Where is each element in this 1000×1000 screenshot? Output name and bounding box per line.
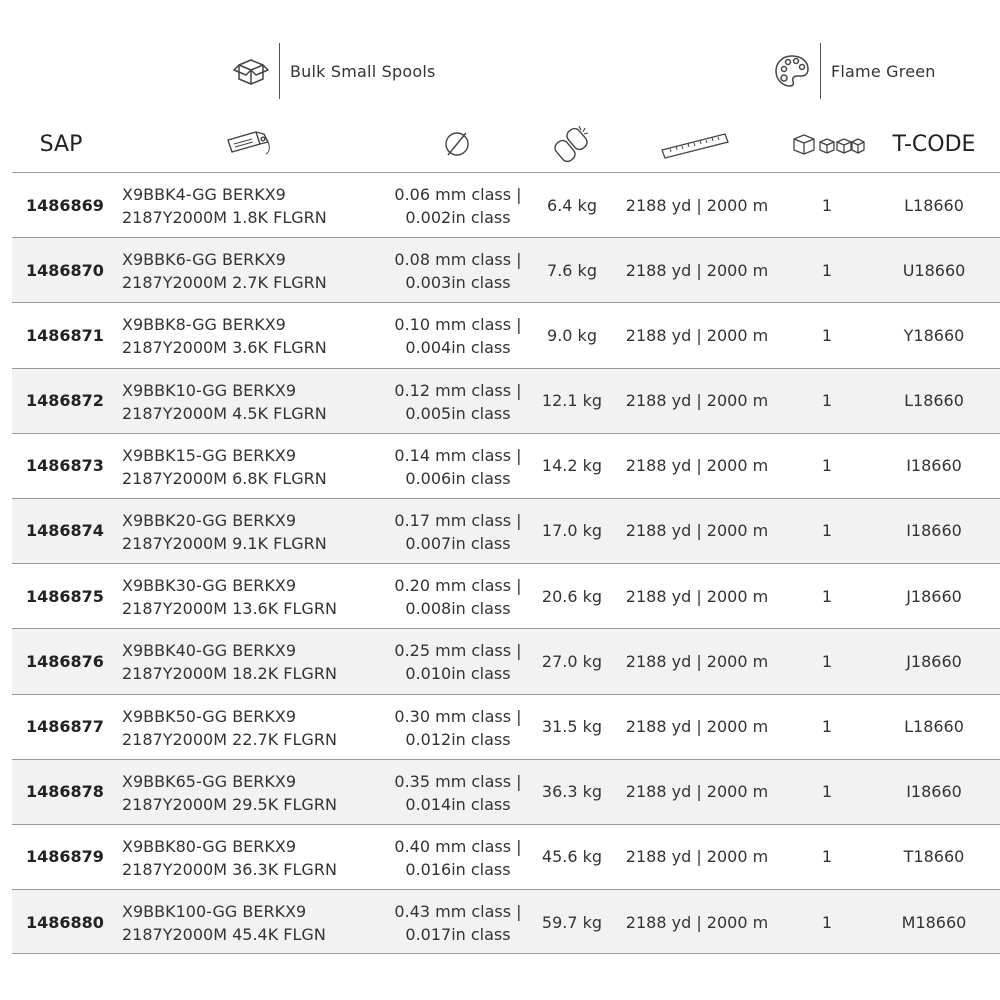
header-tcode xyxy=(884,118,984,170)
table-row xyxy=(12,824,1000,889)
pack-quantity: 1 xyxy=(821,325,833,345)
diameter-in: 0.006in class xyxy=(405,468,511,488)
boxes-icon xyxy=(788,118,868,170)
t-code: J18660 xyxy=(906,651,962,671)
sap-code: 1486879 xyxy=(26,847,104,867)
header-sap-label: SAP xyxy=(39,131,83,157)
sap-code: 1486871 xyxy=(26,325,104,345)
spool-length: 2188 yd | 2000 m xyxy=(625,651,769,671)
breaking-strength: 9.0 kg xyxy=(547,325,597,345)
diameter-mm: 0.40 mm class | xyxy=(394,836,522,856)
table-row xyxy=(12,563,1000,628)
box-icon xyxy=(229,49,273,93)
diameter xyxy=(388,369,528,443)
t-code: L18660 xyxy=(904,391,964,411)
diameter-mm: 0.12 mm class | xyxy=(394,380,522,400)
diameter-mm: 0.10 mm class | xyxy=(394,315,522,335)
diameter-in: 0.012in class xyxy=(405,729,511,749)
diameter-in: 0.004in class xyxy=(405,338,511,358)
description-line-1: X9BBK80-GG BERKX9 xyxy=(122,836,297,856)
t-code: I18660 xyxy=(906,782,962,802)
sap-code: 1486878 xyxy=(26,782,104,802)
tag-icon xyxy=(218,118,278,170)
packaging-info xyxy=(229,42,436,100)
description-line-1: X9BBK40-GG BERKX9 xyxy=(122,641,297,661)
description-line-2: 2187Y2000M 18.2K FLGRN xyxy=(122,664,337,684)
sap-code: 1486877 xyxy=(26,717,104,736)
spool-length: 2188 yd | 2000 m xyxy=(625,195,769,215)
t-code: M18660 xyxy=(901,912,967,932)
description xyxy=(122,564,392,638)
diameter xyxy=(388,434,528,508)
t-code: Y18660 xyxy=(903,325,965,345)
sap-code: 1486872 xyxy=(26,391,104,411)
diameter-mm: 0.08 mm class | xyxy=(394,250,522,270)
breaking-strength: 36.3 kg xyxy=(541,782,603,802)
spool-length: 2188 yd | 2000 m xyxy=(625,521,769,541)
spool-length: 2188 yd | 2000 m xyxy=(625,586,769,606)
sap-code: 1486874 xyxy=(26,521,104,541)
diameter-in: 0.017in class xyxy=(405,925,511,945)
table-row xyxy=(12,759,1000,824)
description-line-1: X9BBK15-GG BERKX9 xyxy=(122,445,297,465)
spool-length: 2188 yd | 2000 m xyxy=(625,782,769,802)
breaking-strength: 59.7 kg xyxy=(541,912,603,932)
diameter-mm: 0.20 mm class | xyxy=(394,576,522,596)
diameter-mm: 0.43 mm class | xyxy=(394,902,522,922)
description xyxy=(122,173,392,247)
description-line-1: X9BBK30-GG BERKX9 xyxy=(122,576,297,596)
pack-quantity: 1 xyxy=(821,456,833,476)
separator xyxy=(279,43,280,99)
diameter-mm: 0.35 mm class | xyxy=(394,771,522,791)
t-code: I18660 xyxy=(906,456,962,476)
description-line-2: 2187Y2000M 1.8K FLGRN xyxy=(122,208,327,227)
separator xyxy=(820,43,821,99)
description xyxy=(122,434,392,508)
breaking-strength: 31.5 kg xyxy=(541,717,603,736)
description xyxy=(122,760,392,834)
description-line-2: 2187Y2000M 2.7K FLGRN xyxy=(122,273,327,293)
breaking-strength: 45.6 kg xyxy=(541,847,603,867)
table-row xyxy=(12,628,1000,693)
table-row xyxy=(12,172,1000,237)
sap-code: 1486873 xyxy=(26,456,104,476)
product-table-body xyxy=(12,172,1000,954)
description-line-1: X9BBK8-GG BERKX9 xyxy=(122,315,286,335)
breaking-strength: 6.4 kg xyxy=(547,195,597,215)
pack-quantity: 1 xyxy=(821,586,833,606)
ruler-icon xyxy=(658,118,732,170)
t-code: U18660 xyxy=(902,260,966,280)
spool-length: 2188 yd | 2000 m xyxy=(625,912,769,932)
description-line-1: X9BBK65-GG BERKX9 xyxy=(122,771,297,791)
diameter-in: 0.005in class xyxy=(405,403,511,423)
description xyxy=(122,825,392,899)
description xyxy=(122,238,392,312)
diameter-mm: 0.25 mm class | xyxy=(394,641,522,661)
description-line-1: X9BBK4-GG BERKX9 xyxy=(122,185,286,204)
sap-code: 1486870 xyxy=(26,260,104,280)
diameter xyxy=(388,695,528,769)
spool-length: 2188 yd | 2000 m xyxy=(625,325,769,345)
description-line-2: 2187Y2000M 9.1K FLGRN xyxy=(122,533,327,553)
diameter xyxy=(388,173,528,247)
diameter-mm: 0.30 mm class | xyxy=(394,706,522,726)
t-code: J18660 xyxy=(906,586,962,606)
sap-code: 1486875 xyxy=(26,586,104,606)
breaking-strength: 20.6 kg xyxy=(541,586,603,606)
pack-quantity: 1 xyxy=(821,912,833,932)
breaking-strength: 14.2 kg xyxy=(541,456,603,476)
diameter-mm: 0.14 mm class | xyxy=(394,445,522,465)
diameter-mm: 0.06 mm class | xyxy=(394,185,522,204)
description-line-2: 2187Y2000M 4.5K FLGRN xyxy=(122,403,327,423)
chain-link-icon xyxy=(547,118,597,170)
pack-quantity: 1 xyxy=(821,847,833,867)
description xyxy=(122,890,392,964)
description xyxy=(122,303,392,377)
table-row xyxy=(12,302,1000,367)
diameter xyxy=(388,499,528,573)
diameter xyxy=(388,890,528,964)
table-row xyxy=(12,889,1000,954)
description-line-2: 2187Y2000M 22.7K FLGRN xyxy=(122,729,337,749)
sap-code: 1486880 xyxy=(26,912,104,932)
diameter xyxy=(388,629,528,703)
pack-quantity: 1 xyxy=(821,717,833,736)
diameter-in: 0.008in class xyxy=(405,599,511,619)
description-line-2: 2187Y2000M 3.6K FLGRN xyxy=(122,338,327,358)
spool-length: 2188 yd | 2000 m xyxy=(625,717,769,736)
t-code: L18660 xyxy=(904,717,964,736)
description-line-1: X9BBK10-GG BERKX9 xyxy=(122,380,297,400)
description xyxy=(122,629,392,703)
header-sap xyxy=(26,118,96,170)
description-line-1: X9BBK100-GG BERKX9 xyxy=(122,902,307,922)
diameter-in: 0.014in class xyxy=(405,794,511,814)
description-line-2: 2187Y2000M 13.6K FLGRN xyxy=(122,599,337,619)
diameter-icon xyxy=(432,118,482,170)
pack-quantity: 1 xyxy=(821,260,833,280)
t-code: T18660 xyxy=(903,847,965,867)
pack-quantity: 1 xyxy=(821,521,833,541)
color-info xyxy=(770,42,936,100)
description-line-1: X9BBK20-GG BERKX9 xyxy=(122,510,297,530)
sap-code: 1486869 xyxy=(26,195,104,215)
pack-quantity: 1 xyxy=(821,195,833,215)
diameter-in: 0.007in class xyxy=(405,533,511,553)
table-header xyxy=(0,118,1000,170)
spool-length: 2188 yd | 2000 m xyxy=(625,260,769,280)
spool-length: 2188 yd | 2000 m xyxy=(625,391,769,411)
pack-quantity: 1 xyxy=(821,651,833,671)
table-row xyxy=(12,694,1000,759)
diameter xyxy=(388,825,528,899)
pack-quantity: 1 xyxy=(821,391,833,411)
description-line-2: 2187Y2000M 45.4K FLGN xyxy=(122,925,326,945)
breaking-strength: 27.0 kg xyxy=(541,651,603,671)
description-line-2: 2187Y2000M 36.3K FLGRN xyxy=(122,859,337,879)
t-code: I18660 xyxy=(906,521,962,541)
breaking-strength: 12.1 kg xyxy=(541,391,603,411)
diameter xyxy=(388,238,528,312)
table-row xyxy=(12,498,1000,563)
packaging-label: Bulk Small Spools xyxy=(290,61,436,81)
description-line-1: X9BBK6-GG BERKX9 xyxy=(122,250,286,270)
diameter-in: 0.003in class xyxy=(405,273,511,293)
palette-icon xyxy=(770,49,814,93)
diameter-in: 0.002in class xyxy=(405,208,511,227)
header-tcode-label: T-CODE xyxy=(892,131,976,157)
sap-code: 1486876 xyxy=(26,651,104,671)
diameter-mm: 0.17 mm class | xyxy=(394,510,522,530)
spool-length: 2188 yd | 2000 m xyxy=(625,847,769,867)
diameter xyxy=(388,760,528,834)
table-row xyxy=(12,368,1000,433)
diameter xyxy=(388,303,528,377)
diameter xyxy=(388,564,528,638)
description xyxy=(122,369,392,443)
spool-length: 2188 yd | 2000 m xyxy=(625,456,769,476)
diameter-in: 0.010in class xyxy=(405,664,511,684)
t-code: L18660 xyxy=(904,195,964,215)
description xyxy=(122,499,392,573)
color-label: Flame Green xyxy=(831,61,936,81)
table-row xyxy=(12,237,1000,302)
breaking-strength: 7.6 kg xyxy=(547,260,597,280)
description-line-2: 2187Y2000M 29.5K FLGRN xyxy=(122,794,337,814)
breaking-strength: 17.0 kg xyxy=(541,521,603,541)
description-line-2: 2187Y2000M 6.8K FLGRN xyxy=(122,468,327,488)
table-row xyxy=(12,433,1000,498)
diameter-in: 0.016in class xyxy=(405,859,511,879)
description-line-1: X9BBK50-GG BERKX9 xyxy=(122,706,297,726)
description xyxy=(122,695,392,769)
pack-quantity: 1 xyxy=(821,782,833,802)
